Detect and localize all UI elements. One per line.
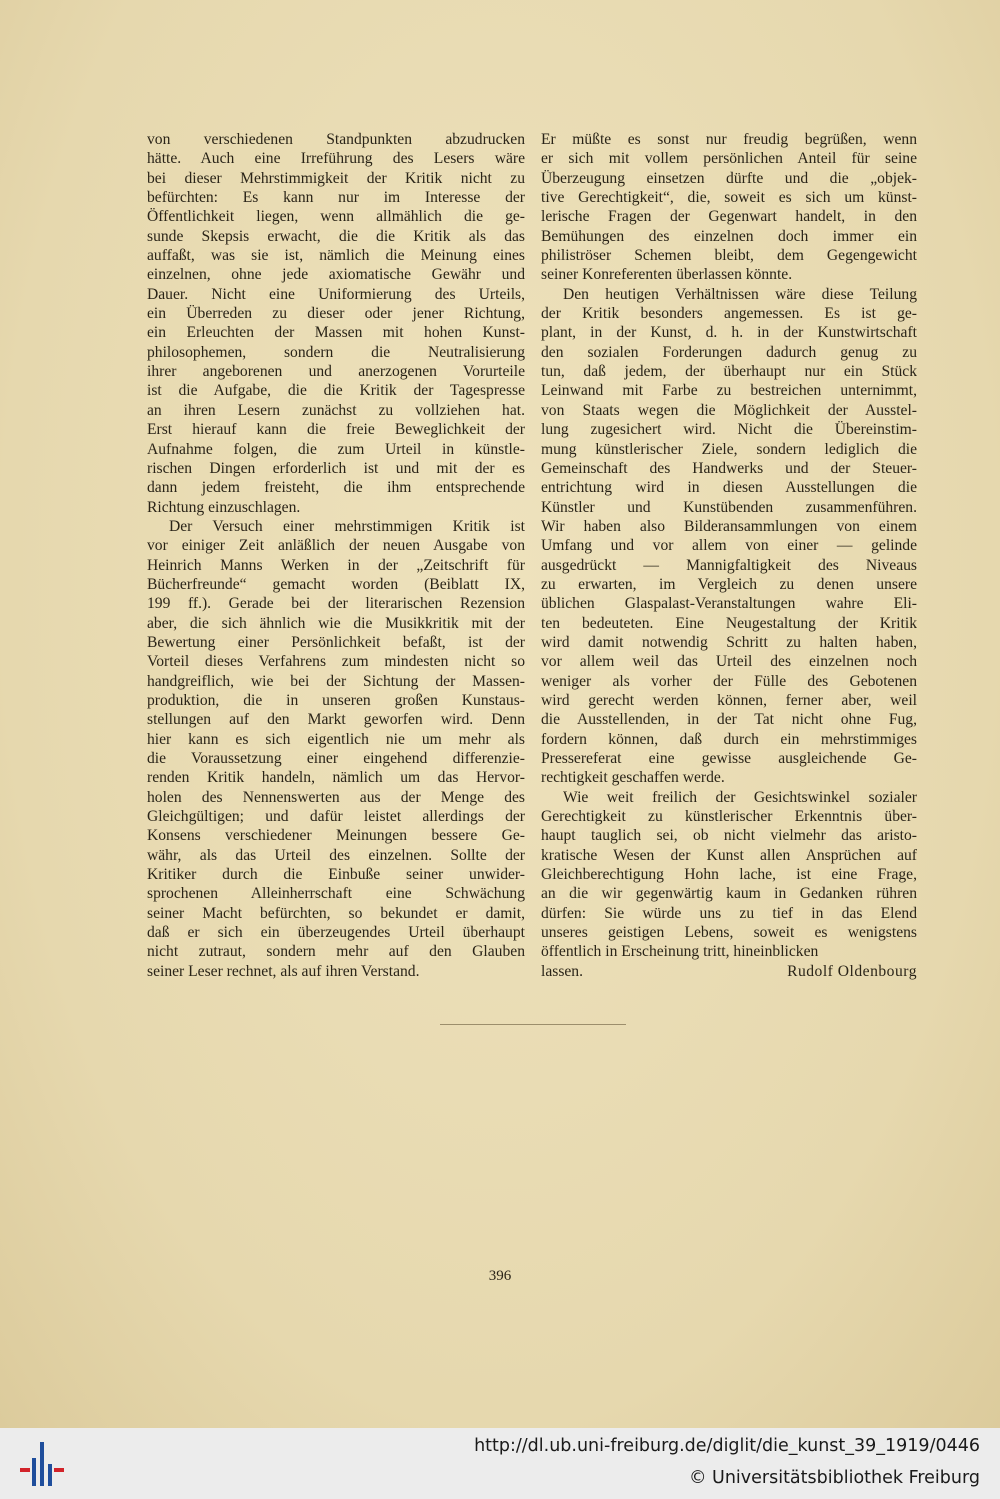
text-line: Der Versuch einer mehrstimmigen Kritik ist — [169, 517, 525, 535]
text-line: vor einiger Zeit anläßlich der neuen Ausgabe von — [147, 537, 525, 555]
text-line: Den heutigen Verhältnissen wäre diese Teilung — [563, 285, 917, 303]
text-line: an ihren Lesern zunächst zu vollziehen hat. — [147, 401, 525, 419]
text-line: ten bedeuteten. Eine Neugestaltung der Kritik — [541, 614, 917, 632]
text-line: öffentlich in Erscheinung tritt, hineinblicken — [541, 943, 819, 961]
text-line: entrichtung wird in diesen Ausstellungen die — [541, 479, 917, 497]
text-line: seiner Macht befürchten, so bekundet er damit, — [147, 904, 525, 922]
text-line: Gemeinschaft des Handwerks und der Steuer- — [541, 459, 917, 477]
text-line: Pressereferat eine gewisse ausgleichende Ge- — [541, 750, 917, 767]
text-line: sprochenen Alleinherrschaft eine Schwächung — [147, 885, 525, 903]
text-line: Öffentlichkeit liegen, wenn allmählich die ge- — [147, 208, 525, 226]
paragraph — [541, 788, 917, 962]
text-line: an die wir gegenwärtig kaum in Gedanken rühren — [541, 885, 917, 903]
paragraph — [147, 130, 525, 517]
text-line: 199 ff.). Gerade bei der literarischen Rezension — [147, 595, 525, 613]
text-line: Bemühungen des einzelnen doch immer ein — [541, 227, 917, 245]
text-line: hier kann es sich eigentlich nie um mehr als — [147, 730, 525, 748]
text-line: wird gerecht werden können, ferner aber, weil — [541, 691, 917, 709]
text-line: unseres geistigen Lebens, soweit es wenigstens — [541, 924, 917, 942]
text-line: Gleichgültigen; und dafür leistet allerdings der — [147, 808, 525, 826]
text-line: Gerechtigkeit zu künstlerischer Erkenntnis über- — [541, 808, 917, 826]
text-line: lerische Fragen der Gegenwart handelt, in den — [541, 208, 917, 226]
text-line: Bücherfreunde“ gemacht worden (Beiblatt IX, — [147, 575, 525, 593]
text-line: plant, in der Kunst, d. h. in der Kunstwirtschaft — [541, 324, 917, 342]
text-line: den sozialen Forderungen dadurch genug zu — [541, 343, 917, 361]
text-line: Konsens verschiedener Meinungen bessere Ge- — [147, 827, 525, 845]
text-line: ihrer angeborenen und anerzogenen Vorurteile — [147, 363, 525, 381]
end-rule — [440, 1024, 626, 1025]
text-line: zu erwarten, im Vergleich zu denen unsere — [541, 575, 917, 593]
footer-bar — [0, 1428, 1000, 1499]
text-line: nicht zutraut, sondern mehr auf den Glauben — [147, 943, 525, 961]
text-line: währ, als das Urteil des einzelnen. Sollte der — [147, 846, 525, 864]
text-line: der Kritik besonders angemessen. Es ist ge- — [541, 305, 917, 323]
text-line: Erst hierauf kann die freie Beweglichkeit der — [147, 421, 525, 439]
text-line: ausgedrückt — Mannigfaltigkeit des Niveaus — [541, 556, 917, 574]
text-line: produktion, die in unseren großen Kunstaus- — [147, 691, 525, 709]
text-line: seiner Konreferenten überlassen könnte. — [541, 266, 793, 284]
text-line: Dauer. Nicht eine Uniformierung des Urteils, — [147, 285, 525, 303]
left-column — [147, 130, 525, 981]
text-line: bei dieser Mehrstimmigkeit der Kritik nicht zu — [147, 169, 525, 187]
text-line: von Staats wegen die Möglichkeit der Ausstel- — [541, 401, 917, 419]
author-signature: Rudolf Oldenbourg — [787, 962, 917, 980]
text-line: wird damit notwendig Schritt zu halten haben, — [541, 633, 917, 651]
text-line: weniger als vorher der Fülle des Gebotenen — [541, 672, 917, 690]
text-line: einzelnen, ohne jede axiomatische Gewähr und — [147, 266, 525, 284]
ub-freiburg-logo-icon — [20, 1440, 64, 1488]
text-line: rischen Dingen erforderlich ist und mit der es — [147, 459, 525, 477]
text-line: Kritiker durch die Einbuße seiner unwider- — [147, 866, 525, 884]
text-line: dürfen: Sie würde uns zu tief in das Elend — [541, 904, 917, 922]
text-line: aber, die sich ähnlich wie die Musikkritik mit der — [147, 614, 525, 632]
text-line: von verschiedenen Standpunkten abzudrucken — [147, 131, 525, 148]
text-line: haupt tauglich sei, ob nicht vielmehr das aristo- — [541, 827, 917, 845]
text-line: Aufnahme folgen, die zum Urteil in künstle- — [147, 440, 525, 458]
right-column — [541, 130, 917, 981]
text-line: ein Erleuchten der Massen mit hohen Kunst- — [147, 324, 525, 342]
text-line: die Voraussetzung einer eingehend differenzie- — [147, 750, 525, 767]
text-line: befürchten: Es kann nur im Interesse der — [147, 189, 525, 207]
text-line: auffaßt, was sie ist, nämlich die Meinung eines — [147, 247, 525, 265]
text-line: Wie weit freilich der Gesichtswinkel sozialer — [563, 788, 917, 806]
text-line: ein Überreden zu dieser oder jener Richtung, — [147, 305, 525, 323]
text-line: Umfang und vor allem von einer — gelinde — [541, 537, 917, 555]
text-line: die Ausstellenden, in der Tat nicht ohne Fug, — [541, 711, 917, 729]
text-line: daß er sich ein überzeugendes Urteil überhaupt — [147, 924, 525, 942]
text-line: renden Kritik handeln, nämlich um das Hervor- — [147, 769, 525, 787]
text-line: tive Gerechtigkeit“, die, soweit es sich um künst- — [541, 189, 917, 207]
text-line: fordern können, daß durch ein mehrstimmiges — [541, 730, 917, 748]
text-line: philosophemen, sondern die Neutralisierung — [147, 343, 525, 361]
text-line: seiner Leser rechnet, als auf ihren Verstand. — [147, 962, 420, 980]
text-line: mung künstlerischer Ziele, sondern lediglich die — [541, 440, 917, 458]
page-number: 396 — [488, 1268, 512, 1284]
paragraph — [541, 285, 917, 788]
text-line: Richtung einzuschlagen. — [147, 498, 301, 516]
text-line: handgreiflich, wie bei der Sichtung der Massen- — [147, 672, 525, 690]
text-line: Künstler und Kunstübenden zusammenführen. — [541, 498, 917, 516]
paragraph — [147, 517, 525, 981]
text-line: philiströser Schemen bleibt, dem Gegengewicht — [541, 247, 917, 265]
text-line: ist die Aufgabe, die die Kritik der Tagespresse — [147, 382, 525, 400]
text-line: üblichen Glaspalast-Veranstaltungen wahre Eli- — [541, 595, 917, 613]
text-line: Er müßte es sonst nur freudig begrüßen, wenn — [541, 131, 917, 148]
paragraph — [541, 130, 917, 285]
closing-line — [541, 962, 917, 981]
text-line: Vorteil dieses Verfahrens zum mindesten nicht so — [147, 653, 525, 671]
copyright-text: © Universitätsbibliothek Freiburg — [688, 1468, 980, 1488]
text-line: tun, daß jedem, der überhaupt nur ein Stück — [541, 363, 917, 381]
text-line: Heinrich Manns Werken in der „Zeitschrift für — [147, 556, 525, 574]
text-line: Leinwand mit Farbe zu bestreichen unternimmt, — [541, 382, 917, 400]
text-line: lung zugesichert wird. Nicht die Übereinstim- — [541, 421, 917, 439]
text-line: vor allem weil das Urteil des einzelnen noch — [541, 653, 917, 671]
closing-word: lassen. — [541, 962, 584, 980]
text-line: hätte. Auch eine Irreführung des Lesers wäre — [147, 150, 525, 168]
text-line: stellungen auf den Markt geworfen wird. Denn — [147, 711, 525, 729]
text-line: holen des Nennenswerten aus der Menge des — [147, 788, 525, 806]
text-line: Überzeugung einsetzen dürfte und die „objek- — [541, 169, 917, 187]
text-line: kratische Wesen der Kunst allen Ansprüchen auf — [541, 846, 917, 864]
source-url-link[interactable]: http://dl.ub.uni-freiburg.de/diglit/die_kunst_39_1919/0446 — [474, 1436, 980, 1456]
text-line: Gleichberechtigung Hohn lache, ist eine Frage, — [541, 866, 917, 884]
text-line: rechtigkeit geschaffen werde. — [541, 769, 725, 787]
text-line: Wir haben also Bilderansammlungen von einem — [541, 517, 917, 535]
text-line: dann jedem freisteht, die ihm entsprechende — [147, 479, 525, 497]
text-line: Bewertung einer Persönlichkeit befaßt, ist der — [147, 633, 525, 651]
text-line: er sich mit vollem persönlichen Anteil für seine — [541, 150, 917, 168]
text-line: sunde Skepsis erwacht, die die Kritik als das — [147, 227, 525, 245]
